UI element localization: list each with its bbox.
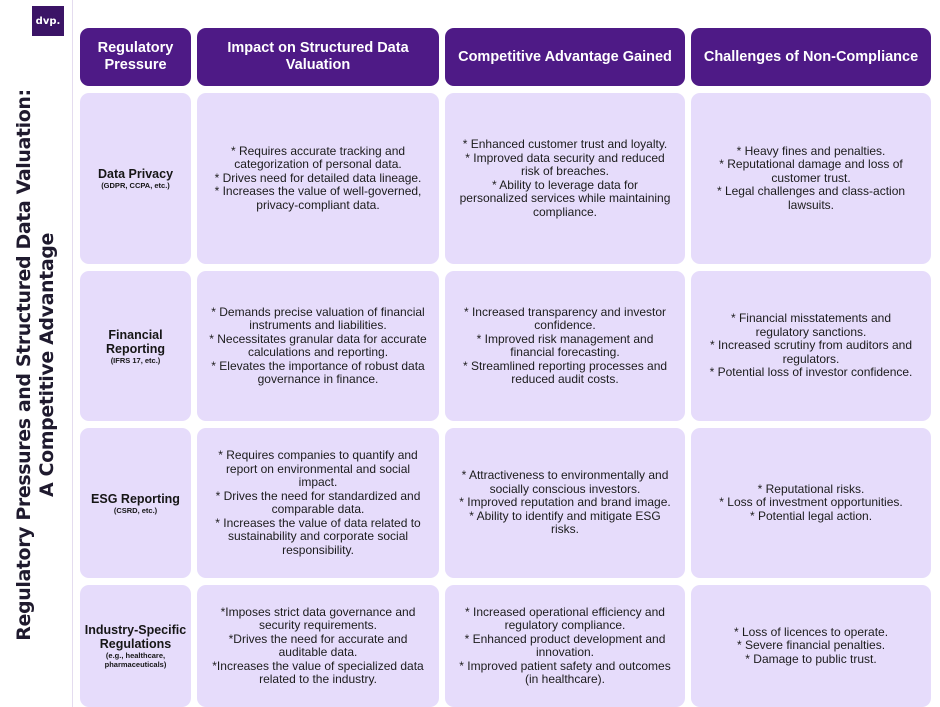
impact-line: * Drives the need for standardized and comparable data. [215, 488, 421, 516]
pressure-note: (GDPR, CCPA, etc.) [101, 181, 170, 190]
impact-line: * Elevates the importance of robust data governance in finance. [211, 358, 425, 386]
pressure-note: (IFRS 17, etc.) [110, 355, 161, 365]
challenge-line: * Loss of licences to operate. [733, 624, 889, 639]
challenge-line: * Heavy fines and penalties. [736, 143, 886, 158]
dvp-logo: dvp. [32, 6, 64, 36]
impact-line: * Drives need for detailed data lineage. [214, 170, 422, 185]
pressure-note: (e.g., healthcare, pharmaceuticals) [104, 651, 167, 669]
advantage-line: * Ability to leverage data for personalized services while maintaining compliance. [459, 177, 671, 219]
row-header-esg-reporting [80, 428, 191, 578]
advantage-line: * Streamlined reporting processes and reduced audit costs. [462, 358, 668, 386]
impact-line: * Increases the value of well-governed, privacy-compliant data. [214, 184, 422, 212]
pressure-note: (CSRD, etc.) [113, 505, 158, 515]
challenge-line: * Reputational damage and loss of customer trust. [719, 157, 903, 185]
impact-cell [197, 428, 439, 578]
advantage-line: * Enhanced product development and innovation. [464, 631, 666, 659]
impact-line: * Necessitates granular data for accurate calculations and reporting. [209, 331, 427, 359]
challenges-cell [691, 271, 931, 421]
impact-line: * Requires accurate tracking and categorization of personal data. [230, 143, 406, 172]
challenge-line: * Severe financial penalties. [736, 638, 886, 653]
header-regulatory-pressure: Regulatory Pressure [80, 28, 191, 86]
impact-cell [197, 93, 439, 264]
title-strip [0, 0, 73, 707]
advantage-line: * Improved data security and reduced risk of breaches. [465, 150, 665, 178]
advantage-line: * Increased transparency and investor confidence. [463, 304, 667, 332]
impact-line: *Increases the value of specialized data related to the industry. [212, 658, 424, 686]
pressure-name: Financial Reporting [105, 327, 166, 356]
challenge-line: * Reputational risks. [757, 481, 865, 496]
impact-line: * Increases the value of data related to sustainability and corporate social responsibility. [215, 515, 421, 557]
header-advantage: Competitive Advantage Gained [445, 28, 685, 86]
regulatory-table [80, 28, 932, 705]
pressure-name: Data Privacy [97, 167, 174, 181]
pressure-name: Industry-Specific Regulations [84, 623, 187, 651]
header-impact: Impact on Structured Data Valuation [197, 28, 439, 86]
advantage-cell [445, 585, 685, 707]
challenges-cell [691, 93, 931, 264]
advantage-line: * Improved risk management and financial forecasting. [476, 331, 654, 359]
advantage-cell [445, 428, 685, 578]
advantage-cell [445, 271, 685, 421]
pressure-name: ESG Reporting [91, 491, 180, 506]
challenge-line: * Potential legal action. [749, 508, 873, 523]
advantage-line: * Enhanced customer trust and loyalty. [462, 137, 668, 151]
advantage-line: * Improved reputation and brand image. [459, 495, 671, 510]
row-header-financial-reporting [80, 271, 191, 421]
advantage-line: * Increased operational efficiency and regulatory compliance. [465, 604, 665, 632]
impact-line: *Drives the need for accurate and auditable data. [228, 631, 408, 659]
advantage-cell [445, 93, 685, 264]
challenge-line: * Increased scrutiny from auditors and regulators. [709, 338, 913, 366]
challenge-line: * Financial misstatements and regulatory sanctions. [730, 311, 892, 339]
row-header-industry-specific [80, 585, 191, 707]
impact-line: * Requires companies to quantify and report on environmental and social impact. [218, 448, 418, 489]
advantage-line: * Improved patient safety and outcomes (in healthcare). [459, 658, 671, 686]
challenge-line: * Legal challenges and class-action lawsuits. [716, 184, 906, 212]
impact-cell [197, 271, 439, 421]
advantage-line: * Attractiveness to environmentally and socially conscious investors. [461, 468, 669, 496]
header-challenges: Challenges of Non-Compliance [691, 28, 931, 86]
row-header-data-privacy [80, 93, 191, 264]
page-title [13, 65, 59, 665]
impact-line: *Imposes strict data governance and security requirements. [220, 604, 416, 632]
impact-cell [197, 585, 439, 707]
challenge-line: * Damage to public trust. [745, 651, 877, 666]
challenges-cell [691, 428, 931, 578]
challenges-cell [691, 585, 931, 707]
page-title-line-1: Regulatory Pressures and Structured Data Valuation: [13, 89, 35, 641]
impact-line: * Demands precise valuation of financial instruments and liabilities. [211, 304, 425, 332]
challenge-line: * Loss of investment opportunities. [719, 495, 903, 510]
advantage-line: * Ability to identify and mitigate ESG risks. [469, 508, 661, 537]
page-title-line-2: A Competitive Advantage [36, 233, 58, 497]
challenge-line: * Potential loss of investor confidence. [709, 365, 913, 380]
